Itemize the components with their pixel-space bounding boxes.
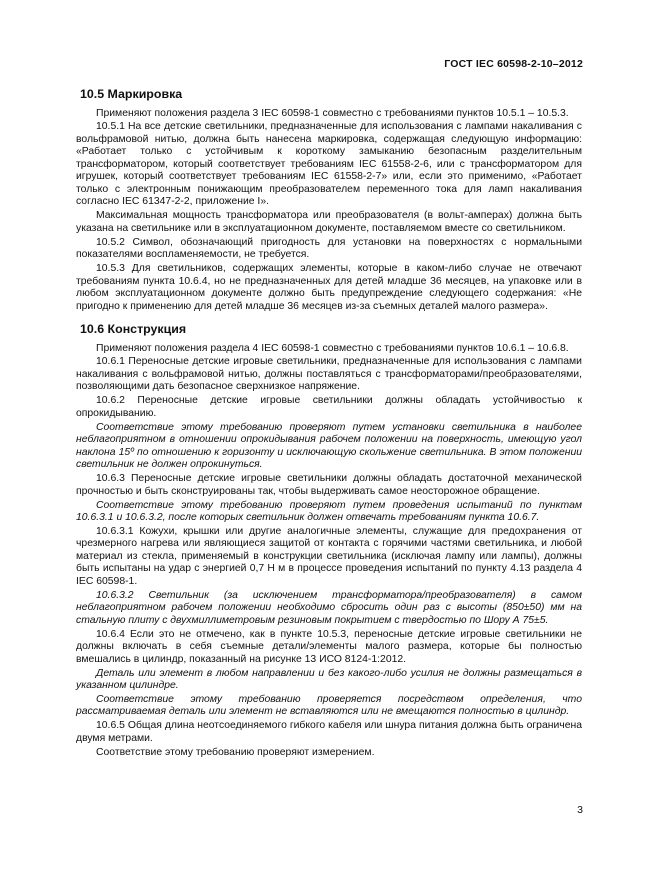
- paragraph-compliance: Деталь или элемент в любом направлении и без какого-либо усилия не должны размещаться в указанном цилиндре.: [76, 667, 582, 692]
- paragraph: Максимальная мощность трансформатора или преобразователя (в вольт-амперах) должна быть указана на светильнике или в эксплуатационном документе, поставляемом вместе со светильником.: [76, 210, 582, 234]
- paragraph: 10.6.5 Общая длина неотсоединяемого гибкого кабеля или шнура питания должна быть ограничена двумя метрами.: [76, 720, 582, 744]
- section-heading-construction: 10.6 Конструкция: [80, 322, 187, 337]
- paragraph-compliance: Соответствие этому требованию проверяют путем проведения испытаний по пунктам 10.6.3.1 и 10.6.3.2, после которых светильник должен отвечать требованиям пункта 10.6.7.: [76, 499, 582, 524]
- document-body: [76, 86, 582, 761]
- paragraph: Применяют положения раздела 3 IEC 60598-1 совместно с требованиями пунктов 10.5.1 – 10.5.3.: [96, 107, 569, 119]
- paragraph: 10.5.2 Символ, обозначающий пригодность для установки на поверхностях с нормальными показателями воспламеняемости, не требуется.: [76, 236, 582, 261]
- section-heading-marking: 10.5 Маркировка: [80, 87, 183, 101]
- paragraph: Применяют положения раздела 4 IEC 60598-1 совместно с требованиями пунктов 10.6.1 – 10.6.8.: [96, 342, 569, 354]
- paragraph: 10.6.2 Переносные детские игровые светильники должны обладать устойчивостью к опрокидыванию.: [76, 395, 582, 419]
- paragraph: 10.5.1 На все детские светильники, предназначенные для использования с лампами накаливания с вольфрамовой нитью, должна быть нанесена маркировка, содержащая следующую информацию: «Работает только с устойчивым к короткому замыканию безопасным разделительным трансформатором, который соответствует требованиям IEC 61558-2-6, или с трансформатором для игрушек, который соответствует требованиям IEC 61558-2-7» или, если это применимо, «Работает только с электронным понижающим преобразователем переменного тока для ламп накаливания согласно IEC 61347-2-2, приложение I».: [76, 121, 582, 208]
- paragraph-compliance: Соответствие этому требованию проверяют путем установки светильника в наиболее неблагоприятном в отношении опрокидывания рабочем положении на поверхность, имеющую угол наклона 15º по отношению к горизонту и исключающую скольжение светильника. В этом положении светильник не должен опрокинуться.: [76, 421, 582, 471]
- standard-header: ГОСТ IEC 60598-2-10–2012: [444, 58, 583, 70]
- paragraph: 10.6.1 Переносные детские игровые светильники, предназначенные для использования с лампами накаливания с вольфрамовой нитью, должны поставляться с трансформаторами/преобразователями, позволяющими дать безопасное сверхнизкое напряжение.: [76, 356, 582, 393]
- paragraph: 10.6.4 Если это не отмечено, как в пункте 10.5.3, переносные детские игровые светильники не должны включать в себя съемные детали/элементы малого размера, которые бы полностью вмешались в цилиндр, показанный на рисунке 13 ИСО 8124-1:2012.: [76, 628, 582, 665]
- paragraph-compliance: Соответствие этому требованию проверяется посредством определения, что рассматриваемая деталь или элемент не вставляются или не вмещаются полностью в цилиндр.: [76, 693, 582, 718]
- paragraph: 10.6.3.1 Кожухи, крышки или другие аналогичные элементы, служащие для предохранения от чрезмерного нагрева или являющиеся защитой от контакта с горячими частями светильника, и любой материал из стекла, применяемый в конструкции светильника (исключая лампу или лампы), должны быть испытаны на удар с энергией 0,7 Н м в процессе проведения испытаний по пункту 4.13 раздела 4 IEC 60598-1.: [76, 525, 582, 587]
- page-number: 3: [577, 804, 583, 816]
- paragraph-compliance: 10.6.3.2 Светильник (за исключением трансформатора/преобразователя) в самом неблагоприятном рабочем положении необходимо сбросить один раз с высоты (850±50) мм на стальную плиту с двухмиллиметровым резиновым покрытием с твердостью по Шору А 75±5.: [76, 589, 582, 626]
- paragraph: Соответствие этому требованию проверяют измерением.: [96, 746, 375, 758]
- paragraph: 10.5.3 Для светильников, содержащих элементы, которые в каком-либо случае не отвечают требованиям пункта 10.6.4, но не предназначенных для детей младше 36 месяцев, на упаковке или в любом эксплуатационном документе должно быть предупреждение следующего содержания: «Не пригодно к применению для детей младше 36 месяцев из-за съемных деталей малого размера».: [76, 263, 582, 312]
- paragraph: 10.6.3 Переносные детские игровые светильники должны обладать достаточной механической прочностью и быть сконструированы так, чтобы выдерживать самое неосторожное обращение.: [76, 473, 582, 497]
